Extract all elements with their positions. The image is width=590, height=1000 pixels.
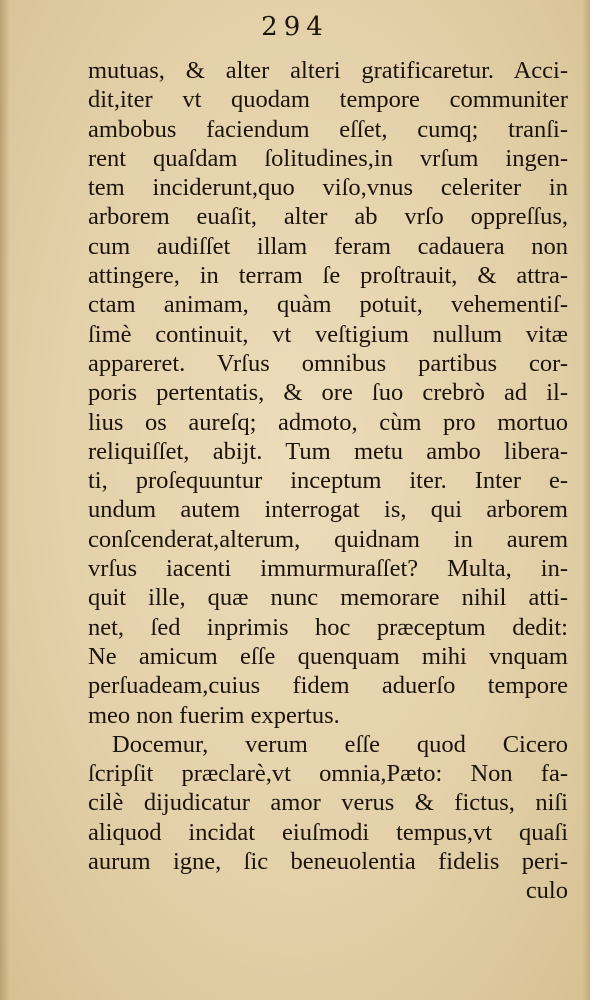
body-text: [88, 56, 568, 906]
text-line: arborem euaſit, alter ab vrſo oppreſſus,: [88, 203, 568, 231]
text-line: reliquiſſet, abijt. Tum metu ambo libera-: [88, 437, 568, 465]
text-line: vrſus iacenti immurmuraſſet? Multa, in-: [88, 555, 568, 583]
text-line: net, ſed inprimis hoc præceptum dedit:: [88, 613, 568, 641]
text-line: ti, proſequuntur inceptum iter. Inter e-: [88, 467, 568, 495]
text-line: ſimè continuit, vt veſtigium nullum vitæ: [88, 320, 568, 348]
text-line: mutuas, & alter alteri gratificaretur. Acci-: [88, 57, 568, 84]
paragraph-first-line: Docemur, verum eſſe quod Cicero: [112, 730, 568, 758]
text-line: ambobus faciendum eſſet, cumq; tranſi-: [88, 115, 568, 143]
text-line: rent quaſdam ſolitudines,in vrſum ingen-: [88, 144, 568, 172]
text-line: poris pertentatis, & ore ſuo crebrò ad il-: [88, 379, 568, 407]
text-line: ſcripſit præclarè,vt omnia,Pæto: Non fa-: [88, 760, 568, 788]
page-shadow-left: [0, 0, 10, 1000]
text-line: conſcenderat,alterum, quidnam in aurem: [88, 525, 568, 553]
page-shadow-right: [582, 0, 590, 1000]
page-number: 294: [261, 12, 329, 42]
text-line: cilè dijudicatur amor verus & fictus, niſi: [88, 789, 568, 817]
text-line: Ne amicum eſſe quenquam mihi vnquam: [88, 642, 568, 670]
text-line: quit ille, quæ nunc memorare nihil atti-: [88, 584, 568, 612]
text-line: undum autem interrogat is, qui arborem: [88, 496, 568, 524]
text-line: cum audiſſet illam feram cadauera non: [88, 232, 568, 260]
text-line: aurum igne, ſic beneuolentia fidelis peri-: [88, 848, 568, 876]
text-line: lius os aureſq; admoto, cùm pro mortuo: [88, 408, 568, 436]
text-line: ctam animam, quàm potuit, vehementiſ-: [88, 291, 568, 319]
text-line: aliquod incidat eiuſmodi tempus,vt quaſi: [88, 818, 568, 846]
text-line: tem inciderunt,quo viſo,vnus celeriter in: [88, 174, 568, 202]
text-line: dit,iter vt quodam tempore communiter: [88, 86, 568, 114]
paragraph-last-line: meo non fuerim expertus.: [88, 701, 340, 729]
catchword: culo: [525, 877, 568, 905]
text-line: perſuadeam,cuius fidem aduerſo tempore: [88, 672, 568, 700]
text-line: appareret. Vrſus omnibus partibus cor-: [88, 349, 568, 377]
text-line: attingere, in terram ſe proſtrauit, & attra-: [88, 262, 568, 290]
